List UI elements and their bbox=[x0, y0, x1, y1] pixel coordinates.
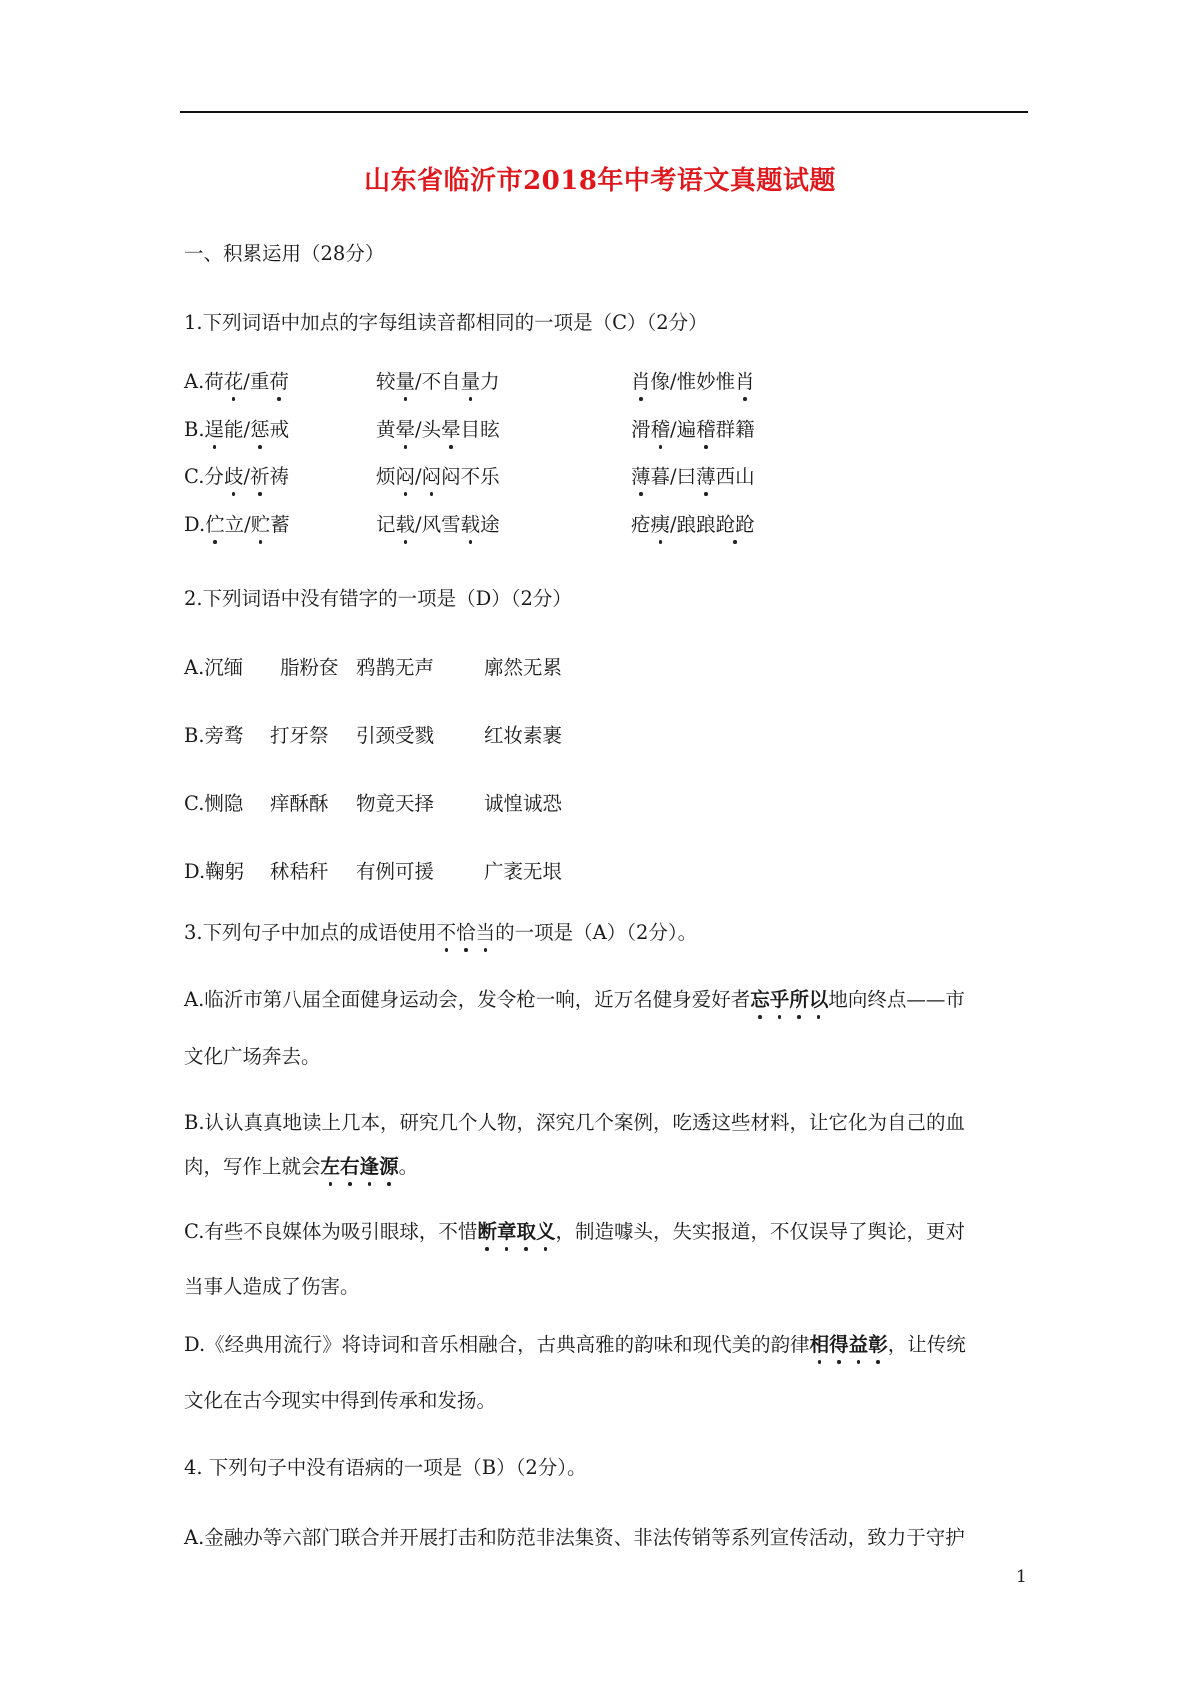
header-rule bbox=[180, 111, 1028, 113]
q2-d-col3: 有例可援 bbox=[356, 860, 435, 883]
q1-c-col2: 烦闷/闷闷不乐 bbox=[376, 465, 500, 488]
q1-d-col2: 记载/风雪载途 bbox=[376, 513, 500, 536]
q2-c-col3: 物竟天择 bbox=[356, 792, 435, 815]
q1-c-col3: 薄暮/曰薄西山 bbox=[631, 465, 755, 488]
q2-stem: 2.下列词语中没有错字的一项是（D）（2分） bbox=[184, 587, 572, 610]
q3-option-d-line1: D.《经典用流行》将诗词和音乐相融合，古典高雅的韵味和现代美的韵律相得益彰，让传统 bbox=[184, 1333, 966, 1356]
q2-a-col1: A.沉缅 bbox=[184, 656, 244, 679]
q1-b-col1: B.逞能/惩戒 bbox=[184, 418, 290, 441]
q3-option-b-line1: B.认认真真地读上几本，研究几个人物，深究几个案例，吃透这些材料，让它化为自己的血 bbox=[184, 1111, 966, 1134]
q2-d-col1: D.鞠躬 bbox=[184, 860, 245, 883]
q1-a-col1: A.荷花/重荷 bbox=[184, 370, 289, 393]
q3-stem: 3.下列句子中加点的成语使用不恰当的一项是（A）（2分）。 bbox=[184, 921, 698, 944]
q3-option-c-line1: C.有些不良媒体为吸引眼球，不惜断章取义，制造噱头，失实报道，不仅误导了舆论，更对 bbox=[184, 1220, 966, 1243]
page-number: 1 bbox=[1016, 1567, 1027, 1587]
page-title: 山东省临沂市2018年中考语文真题试题 bbox=[364, 166, 836, 196]
q1-stem: 1.下列词语中加点的字每组读音都相同的一项是（C）（2分） bbox=[184, 311, 708, 334]
q2-a-col3: 鸦鹊无声 bbox=[356, 656, 435, 679]
q4-stem: 4. 下列句子中没有语病的一项是（B）（2分）。 bbox=[184, 1456, 587, 1479]
q1-a-col3: 肖像/惟妙惟肖 bbox=[631, 370, 755, 393]
q1-c-col1: C.分歧/祈祷 bbox=[184, 465, 290, 488]
q3-option-d-line2: 文化在古今现实中得到传承和发扬。 bbox=[184, 1389, 497, 1412]
q3-option-c-line2: 当事人造成了伤害。 bbox=[184, 1275, 360, 1298]
q1-d-col3: 疮痍/踉踉跄跄 bbox=[631, 513, 755, 536]
q2-d-col4: 广袤无垠 bbox=[484, 860, 563, 883]
q2-b-col2: 打牙祭 bbox=[270, 724, 329, 747]
q1-b-col3: 滑稽/遍稽群籍 bbox=[631, 418, 755, 441]
q2-b-col3: 引颈受戮 bbox=[356, 724, 435, 747]
q1-b-col2: 黄晕/头晕目眩 bbox=[376, 418, 500, 441]
q2-c-col4: 诚惶诚恐 bbox=[484, 792, 563, 815]
q2-b-col1: B.旁骛 bbox=[184, 724, 244, 747]
q2-c-col1: C.恻隐 bbox=[184, 792, 244, 815]
q4-option-a: A.金融办等六部门联合并开展打击和防范非法集资、非法传销等系列宣传活动，致力于守护 bbox=[184, 1526, 965, 1549]
q2-a-col4: 廓然无累 bbox=[484, 656, 563, 679]
q3-option-a-line2: 文化广场奔去。 bbox=[184, 1045, 321, 1068]
q2-c-col2: 痒酥酥 bbox=[270, 792, 329, 815]
q2-a-col2: 脂粉奁 bbox=[280, 656, 339, 679]
q2-b-col4: 红妆素裹 bbox=[484, 724, 563, 747]
section-heading: 一、积累运用（28分） bbox=[184, 242, 385, 265]
q1-d-col1: D.伫立/贮蓄 bbox=[184, 513, 290, 536]
q1-a-col2: 较量/不自量力 bbox=[376, 370, 500, 393]
q2-d-col2: 秫秸秆 bbox=[270, 860, 329, 883]
q3-option-b-line2: 肉，写作上就会左右逢源。 bbox=[184, 1155, 419, 1178]
q3-option-a-line1: A.临沂市第八届全面健身运动会，发令枪一响，近万名健身爱好者忘乎所以地向终点——市 bbox=[184, 988, 965, 1011]
